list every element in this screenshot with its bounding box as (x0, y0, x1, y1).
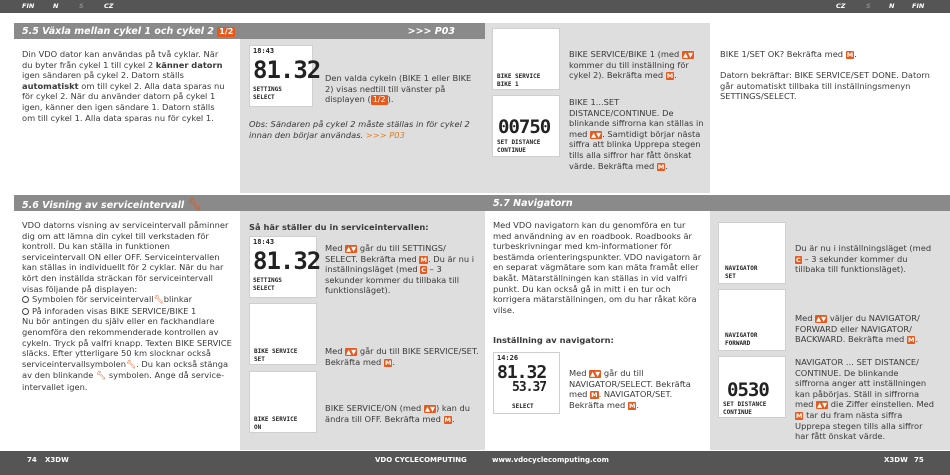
up-down-button-icon: ▲▼ (424, 405, 435, 413)
lang-tab[interactable]: N (889, 2, 895, 10)
s55-display-text: Den valda cykeln (BIKE 1 eller BIKE 2) visas nedtill till vänster på displayen ( 1/2 ). (325, 73, 472, 105)
up-down-button-icon: ▲▼ (682, 51, 693, 59)
s57-r3: NAVIGATOR ... SET DISTANCE/ CONTINUE. De blinkande siffrorna anger att inställningen kan påbörjas. Ställ in siffrorna med ▲▼ die Ziffer einstellen. Med M tar du fram nästa siffra Upprepa stegen tills alla siffror har fått önskat värde. (795, 357, 935, 442)
c-button-icon: C (421, 266, 427, 275)
lcd-display: NAVIGATOR FORWARD (718, 289, 786, 351)
m-button-icon: M (657, 162, 665, 171)
section-title: 5.6 Visning av serviceintervall (22, 200, 185, 211)
up-down-button-icon: ▲▼ (346, 348, 357, 356)
m-button-icon: M (846, 51, 854, 59)
bike-tag: 1/2 (372, 95, 386, 105)
lcd-display: 18:43 81.32 SETTINGS SELECT (249, 236, 317, 298)
s56-howto: Så här ställer du in serviceintervallen: (249, 222, 429, 232)
lang-tab[interactable]: S (79, 2, 84, 10)
s55-obs: Obs: Sändaren på cykel 2 måste ställas in för cykel 2 innan den börjar användas. >>> P03 (249, 119, 470, 140)
lang-tab[interactable]: N (53, 2, 59, 10)
step-set-distance: BIKE 1...SET DISTANCE/CONTINUE. De blinkande siffrorna kan ställas in med ▲▼. Samtidigt börjar nästa siffra att blinka Upprepa stegen tills alla siffror har fått önskat värde. Bekräfta med M. (569, 97, 704, 171)
up-down-button-icon: ▲▼ (591, 130, 602, 139)
brand-name: VDO CYCLECOMPUTING (375, 456, 467, 464)
lcd-display: 00750 SET DISTANCE CONTINUE (492, 95, 560, 157)
section-5-5-header (14, 23, 485, 39)
up-down-button-icon: ▲▼ (590, 370, 601, 378)
page-number: 75 (914, 456, 924, 464)
lang-tab[interactable]: S (866, 2, 871, 10)
step-bike-service: BIKE SERVICE/BIKE 1 (med ▲▼ kommer du till inställning för cykel 2). Bekräfta med M. (569, 49, 693, 81)
s57-r2: Med ▲▼ väljer du NAVIGATOR/ FORWARD eller NAVIGATOR/ BACKWARD. Bekräfta med M. (795, 313, 920, 345)
section-title: 5.5 Växla mellan cykel 1 och cykel 2 (22, 26, 214, 37)
up-down-button-icon: ▲▼ (346, 245, 357, 253)
bike-tag: 1/2 (219, 27, 234, 36)
s56-step3: BIKE SERVICE/ON (med ▲▼) kan du ändra till OFF. Bekräfta med M. (325, 403, 470, 424)
up-down-button-icon: ▲▼ (817, 401, 828, 410)
s57-step1: Med ▲▼ går du till NAVIGATOR/SELECT. Bekräfta med M. NAVIGATOR/SET. Bekräfta med M. (569, 368, 691, 410)
s56-body: VDO datorns visning av serviceintervall påminner dig om att lämna din cykel till verkstaden för kontroll. Du kan ställa in funktionen serviceintervall ON eller OFF. Serviceintervallen kan ställas in individuellt för 2 cyklar. När du har kört den inställda sträckan för serviceintervall visas följande på displayen: Symbolen för serviceintervall🔧︎blinkar På inforaden visas BIKE SERVICE/BIKE 1 Nu bör antingen du själv eller en fackhandlare genomföra den rekommenderade kontrollen av cykeln. Tryck på valfri knapp. Texten BIKE SERVICE släcks. Efter ytterligare 50 km slocknar också serviceintervallsymbolen🔧︎. Du kan också stänga av den blinkande 🔧︎ symbolen. Ange då service-intervallet igen. (22, 220, 232, 392)
m-button-icon: M (444, 415, 451, 424)
m-button-icon: M (907, 336, 915, 345)
lcd-display: NAVIGATOR SET (718, 222, 786, 284)
lang-tab[interactable]: FIN (22, 2, 35, 10)
lcd-display: BIKE SERVICE SET (249, 303, 317, 365)
m-button-icon: M (384, 358, 392, 367)
section-5-6-header (14, 195, 485, 211)
lang-tab[interactable]: CZ (836, 2, 846, 10)
section-title: 5.7 Navigatorn (493, 198, 573, 209)
s57-howto: Inställning av navigatorn: (493, 335, 614, 345)
c-button-icon: C (796, 255, 801, 264)
bullet-icon (22, 308, 29, 315)
s57-r1: Du är nu i inställningsläget (med C – 3 sekunder kommer du tillbaka till funktionsläget). (795, 243, 932, 275)
lang-tab[interactable]: FIN (912, 2, 925, 10)
wrench-icon: 🔧︎ (96, 371, 107, 381)
s56-step2: Med ▲▼ går du till BIKE SERVICE/SET. Bekräfta med M. (325, 346, 479, 367)
step-set-ok: BIKE 1/SET OK? Bekräfta med M. Datorn bekräftar: BIKE SERVICE/SET DONE. Datorn går automatiskt tillbaka till inställningsmenyn SETTINGS/SELECT. (720, 49, 930, 102)
lang-tab[interactable]: CZ (104, 2, 114, 10)
lcd-display: 14:26 81.32 53.37 SELECT (493, 352, 560, 414)
page-number: 74 (27, 456, 37, 464)
m-button-icon: M (628, 401, 636, 410)
footer-bar (0, 451, 950, 475)
lcd-display: 0530 SET DISTANCE CONTINUE (718, 356, 786, 418)
model-name: X3DW (884, 456, 908, 464)
bullet-icon (22, 296, 29, 303)
wrench-icon: 🔧︎ (153, 295, 164, 305)
lcd-display: 18:43 81.32 SETTINGS SELECT (249, 45, 313, 107)
lcd-display: BIKE SERVICE BIKE 1 (492, 28, 560, 90)
m-button-icon: M (666, 72, 674, 81)
website-link[interactable]: www.vdocyclecomputing.com (492, 456, 609, 464)
section-5-7-header (485, 195, 950, 211)
m-button-icon: M (591, 391, 598, 400)
s57-body: Med VDO navigatorn kan du genomföra en tur med användning av en roadbook. Roadbooks är turbeskrivningar med km-informationer för bestämda orienteringspunkter. VDO navigatorn är en separat vägmätare som kan mäta framåt eller bakåt. Mätarställningen kan ställas in vid valfri punkt. Du kan också gå in mitt i en tur och korrigera mätarställningen, om du har råkat köra vilse. (493, 220, 702, 315)
up-down-button-icon: ▲▼ (816, 315, 827, 323)
s55-intro: Din VDO dator kan användas på två cyklar. När du byter från cykel 1 till cykel 2 känner datorn igen sändaren på cykel 2. Datorn ställs automatiskt om till cykel 2. Alla data sparas nu för cykel 2. När du använder datorn på cykel 1 igen, känner den igen sändare 1. Datorn ställs om till cykel 1. Alla data sparas nu för cykel 1. (22, 49, 225, 123)
m-button-icon: M (420, 255, 427, 264)
page-ref: >>> P03 (407, 26, 455, 37)
wrench-icon: 🔧︎ (125, 359, 137, 369)
wrench-icon: 🔧︎ (187, 198, 202, 211)
m-button-icon: M (796, 411, 803, 420)
top-nav-bar (0, 0, 950, 13)
model-name: X3DW (45, 456, 69, 464)
s56-step1: Med ▲▼ går du till SETTINGS/ SELECT. Bekräfta med M. Du är nu i inställningsläget (med C – 3 sekunder kommer du tillbaka till funktionsläget). (325, 243, 475, 296)
lcd-display: BIKE SERVICE ON (249, 371, 317, 433)
